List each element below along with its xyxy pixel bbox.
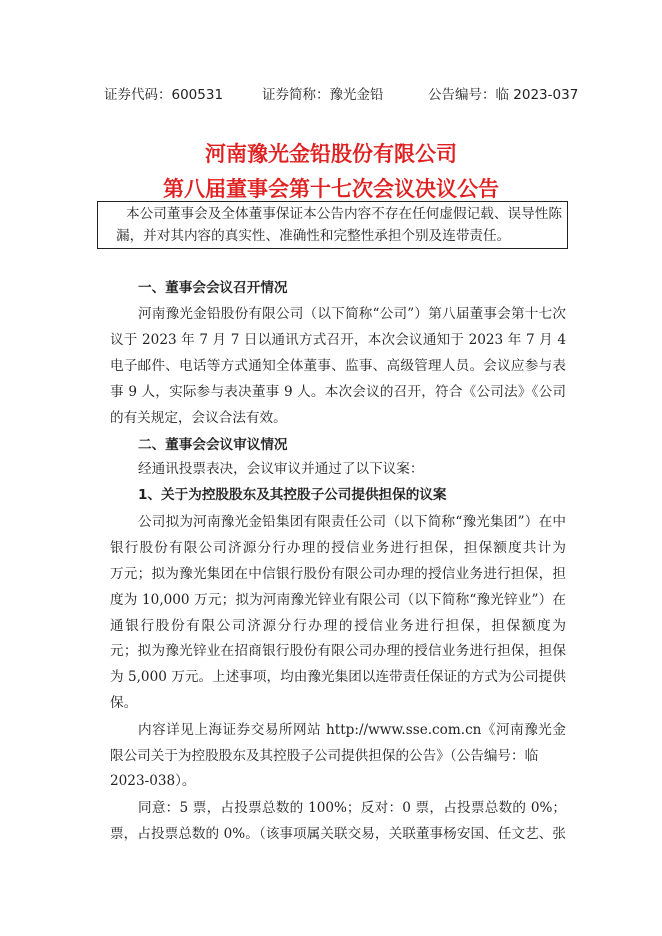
disclaimer-line: 漏，并对其内容的真实性、准确性和完整性承担个别及连带责任。 [116,228,511,244]
details-line: 限公司关于为控股股东及其控股子公司提供担保的公告》（公告编号：临 [110,748,539,764]
notice-number: 公告编号：临 2023-037 [428,87,579,103]
paragraph-line: 为 5,000 万元。上述事项，均由豫光集团以连带责任保证的方式为公司提供 [110,669,566,685]
vote-line: 票，占投票总数的 0%。（该事项属关联交易，关联董事杨安国、任文艺、张 [110,826,566,842]
notice-title: 第八届董事会第十七次会议决议公告 [163,177,499,201]
paragraph-line: 公司拟为河南豫光金铅集团有限责任公司（以下简称“豫光集团”）在中 [138,514,566,530]
paragraph-line: 元；拟为豫光锌业在招商银行股份有限公司办理的授信业务进行担保，担保 [110,643,566,659]
section1-heading: 一、董事会会议召开情况 [138,280,288,296]
paragraph-line: 电子邮件、电话等方式通知全体董事、监事、高级管理人员。会议应参与表 [110,358,566,374]
paragraph-line: 经通讯投票表决，会议审议并通过了以下议案： [138,461,424,477]
section2-heading: 二、董事会会议审议情况 [138,437,288,453]
paragraph-line: 度为 10,000 万元；拟为河南豫光锌业有限公司（以下简称“豫光锌业”）在 [110,592,566,608]
paragraph-line: 通银行股份有限公司济源分行办理的授信业务进行担保，担保额度为 [110,618,566,634]
paragraph-line: 银行股份有限公司济源分行办理的授信业务进行担保，担保额度共计为 [110,540,566,556]
company-title: 河南豫光金铅股份有限公司 [205,142,457,166]
vote-line: 同意：5 票，占投票总数的 100%；反对：0 票，占投票总数的 0%； [138,800,566,816]
details-line: 2023-038）。 [110,773,196,789]
stock-name: 证券简称：豫光金铅 [262,87,384,103]
item1-heading: 1、关于为控股股东及其控股子公司提供担保的议案 [138,487,447,503]
disclaimer-box [97,201,568,249]
stock-code: 证券代码：600531 [104,87,224,103]
paragraph-line: 河南豫光金铅股份有限公司（以下简称“公司”）第八届董事会第十七次 [138,306,566,322]
paragraph-line: 的有关规定，会议合法有效。 [110,410,287,426]
paragraph-line: 保。 [110,695,138,711]
paragraph-line: 事 9 人，实际参与表决董事 9 人。本次会议的召开，符合《公司法》《公司 [110,384,566,400]
paragraph-line: 议于 2023 年 7 月 7 日以通讯方式召开，本次会议通知于 2023 年 7 月 4 [110,332,566,348]
disclaimer-line: 本公司董事会及全体董事保证本公告内容不存在任何虚假记载、误导性陈 [126,206,562,222]
details-line: 内容详见上海证券交易所网站 http://www.sse.com.cn《河南豫光金 [138,722,566,738]
paragraph-line: 万元；拟为豫光集团在中信银行股份有限公司办理的授信业务进行担保，担 [110,566,566,582]
